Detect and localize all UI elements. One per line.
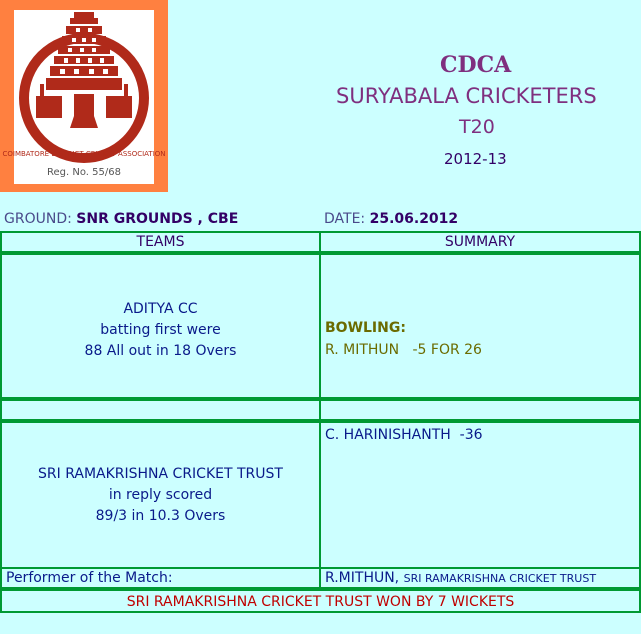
format-title: T20 [459, 116, 495, 138]
match-result: SRI RAMAKRISHNA CRICKET TRUST WON BY 7 WICKETS [126, 594, 515, 610]
teams-header: TEAMS [136, 234, 185, 250]
date-label: DATE: [324, 211, 366, 227]
performer-team: SRI RAMAKRISHNA CRICKET TRUST [403, 572, 597, 585]
bowling-figures: R. MITHUN -5 FOR 26 [325, 342, 482, 358]
ground-row [4, 211, 238, 227]
ground-value: SNR GROUNDS , CBE [76, 211, 239, 227]
season: 2012-13 [444, 150, 507, 168]
team1-name: ADITYA CC [123, 301, 198, 317]
summary-header: SUMMARY [444, 234, 516, 250]
date-row [324, 211, 458, 227]
team1-cell [0, 253, 321, 399]
team1-line2: batting first were [100, 322, 221, 338]
performer-label: Performer of the Match: [6, 570, 173, 586]
logo-emblem [2, 10, 166, 184]
team2-score: 89/3 in 10.3 Overs [95, 508, 226, 524]
batting-figures: C. HARINISHANTH -36 [325, 427, 483, 443]
summary-header-cell [319, 231, 641, 253]
team2-summary-cell [319, 421, 641, 569]
performer-value-cell [319, 567, 641, 589]
performer-label-cell [0, 567, 321, 589]
team2-cell [0, 421, 321, 569]
club-title: SURYABALA CRICKETERS [336, 84, 597, 108]
temple-emblem-icon [2, 10, 166, 184]
bowling-heading: BOWLING: [325, 320, 406, 336]
result-cell [0, 589, 641, 613]
spacer-right [319, 399, 641, 421]
spacer-left [0, 399, 321, 421]
org-title: CDCA [440, 52, 512, 78]
teams-header-cell [0, 231, 321, 253]
association-logo [0, 0, 168, 192]
team2-line2: in reply scored [108, 487, 213, 503]
team1-summary-cell [319, 253, 641, 399]
team2-name: SRI RAMAKRISHNA CRICKET TRUST [38, 466, 283, 482]
date-value: 25.06.2012 [369, 211, 459, 227]
reg-number: Reg. No. 55/68 [47, 167, 121, 178]
performer-name: R.MITHUN, [325, 570, 400, 586]
ground-label: GROUND: [4, 211, 72, 227]
team1-score: 88 All out in 18 Overs [84, 343, 237, 359]
logo-text: COIMBATORE DISTRICT CRICKET ASSOCIATION [2, 150, 166, 158]
